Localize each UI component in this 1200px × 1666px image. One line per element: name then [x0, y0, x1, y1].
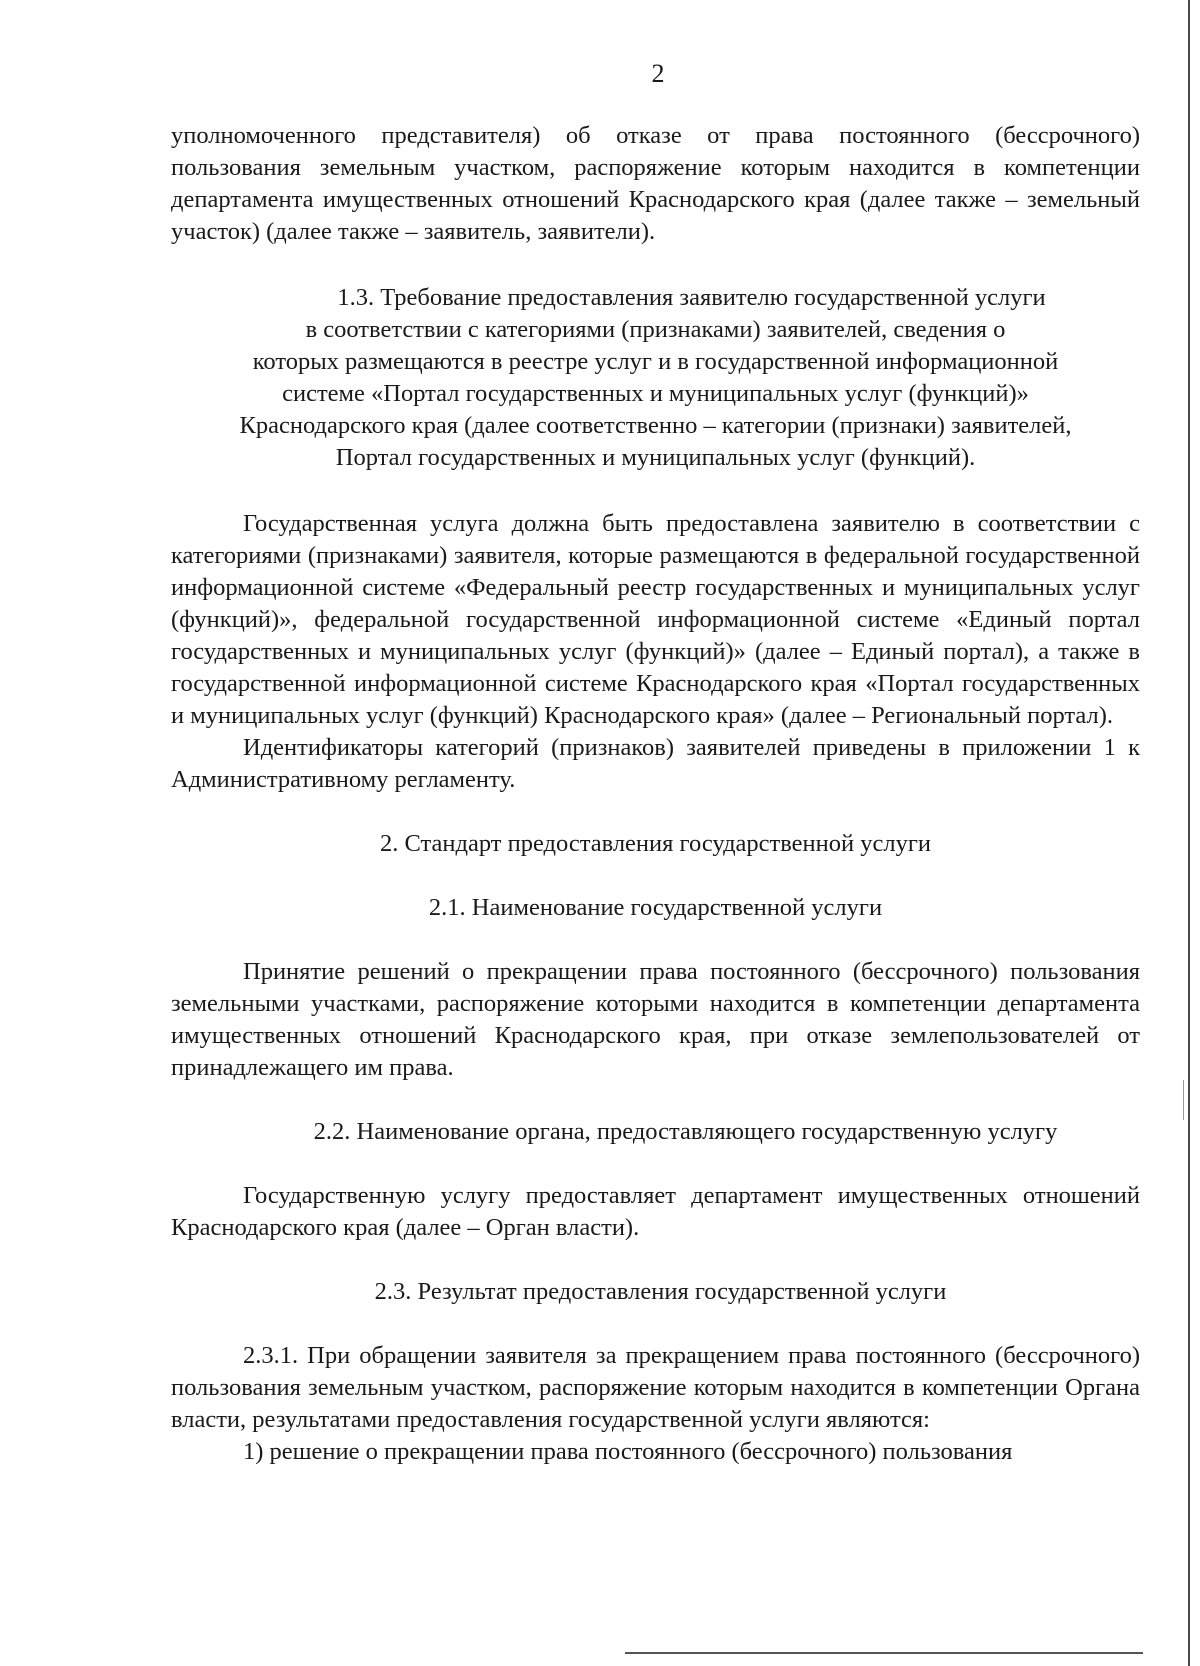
footer-rule — [625, 1652, 1143, 1654]
heading-line: в соответствии с категориями (признаками) заявителей, сведения о — [305, 316, 1006, 343]
heading-line: 1.3. Требование предоставления заявителю государственной услуги — [337, 284, 1046, 311]
spacer — [171, 796, 1140, 828]
document-body — [171, 120, 1140, 1468]
paragraph-applicant-definition: уполномоченного представителя) об отказе от права постоянного (бессрочного) пользования земельным участком, распоряжение которым находится в компетенции департамента имущественных отношений Краснодарского края (далее также – земельный участок) (далее также – заявитель, заявители). — [171, 122, 1140, 245]
scan-edge-line — [1188, 0, 1190, 1666]
scan-artifact-mark — [1183, 1080, 1184, 1120]
paragraph-results-intro: 2.3.1. При обращении заявителя за прекращением права постоянного (бессрочного) пользования земельным участком, распоряжение которым находится в компетенции Органа власти, результатами предоставления государственной услуги являются: — [171, 1342, 1140, 1433]
section-heading-2-2: 2.2. Наименование органа, предоставляющего государственную услугу — [313, 1118, 1058, 1145]
section-heading-2: 2. Стандарт предоставления государственной услуги — [379, 830, 932, 857]
spacer — [171, 1084, 1140, 1116]
spacer — [171, 1148, 1140, 1180]
paragraph-service-provider: Государственную услугу предоставляет департамент имущественных отношений Краснодарского края (далее – Орган власти). — [171, 1182, 1140, 1241]
spacer — [171, 1308, 1140, 1340]
heading-line: которых размещаются в реестре услуг и в государственной информационной — [252, 348, 1059, 375]
spacer — [171, 1244, 1140, 1276]
paragraph-identifiers: Идентификаторы категорий (признаков) заявителей приведены в приложении 1 к Административному регламенту. — [171, 734, 1140, 793]
section-heading-1-3 — [171, 282, 1140, 474]
paragraph-service-categories: Государственная услуга должна быть предоставлена заявителю в соответствии с категориями (признаками) заявителя, которые размещаются в федеральной государственной информационной системе «Федеральный реестр государственных и муниципальных услуг (функций)», федеральной государственной информационной системе «Единый портал государственных и муниципальных услуг (функций)» (далее – Единый портал), а также в государственной информационной системе Краснодарского края «Портал государственных и муниципальных услуг (функций) Краснодарского края» (далее – Региональный портал). — [171, 510, 1140, 729]
section-heading-2-1: 2.1. Наименование государственной услуги — [428, 894, 883, 921]
paragraph-result-item-1: 1) решение о прекращении права постоянного (бессрочного) пользования — [243, 1438, 1013, 1465]
spacer — [171, 860, 1140, 892]
spacer — [171, 474, 1140, 508]
spacer — [171, 248, 1140, 282]
spacer — [171, 924, 1140, 956]
section-heading-2-3: 2.3. Результат предоставления государственной услуги — [374, 1278, 947, 1305]
paragraph-service-name: Принятие решений о прекращении права постоянного (бессрочного) пользования земельными участками, распоряжение которыми находится в компетенции департамента имущественных отношений Краснодарского края, при отказе землепользователей от принадлежащего им права. — [171, 958, 1140, 1081]
page-number: 2 — [651, 59, 665, 88]
heading-line: Портал государственных и муниципальных услуг (функций). — [335, 444, 976, 471]
heading-line: системе «Портал государственных и муниципальных услуг (функций)» — [282, 380, 1029, 407]
heading-line: Краснодарского края (далее соответственно – категории (признаки) заявителей, — [239, 412, 1072, 439]
